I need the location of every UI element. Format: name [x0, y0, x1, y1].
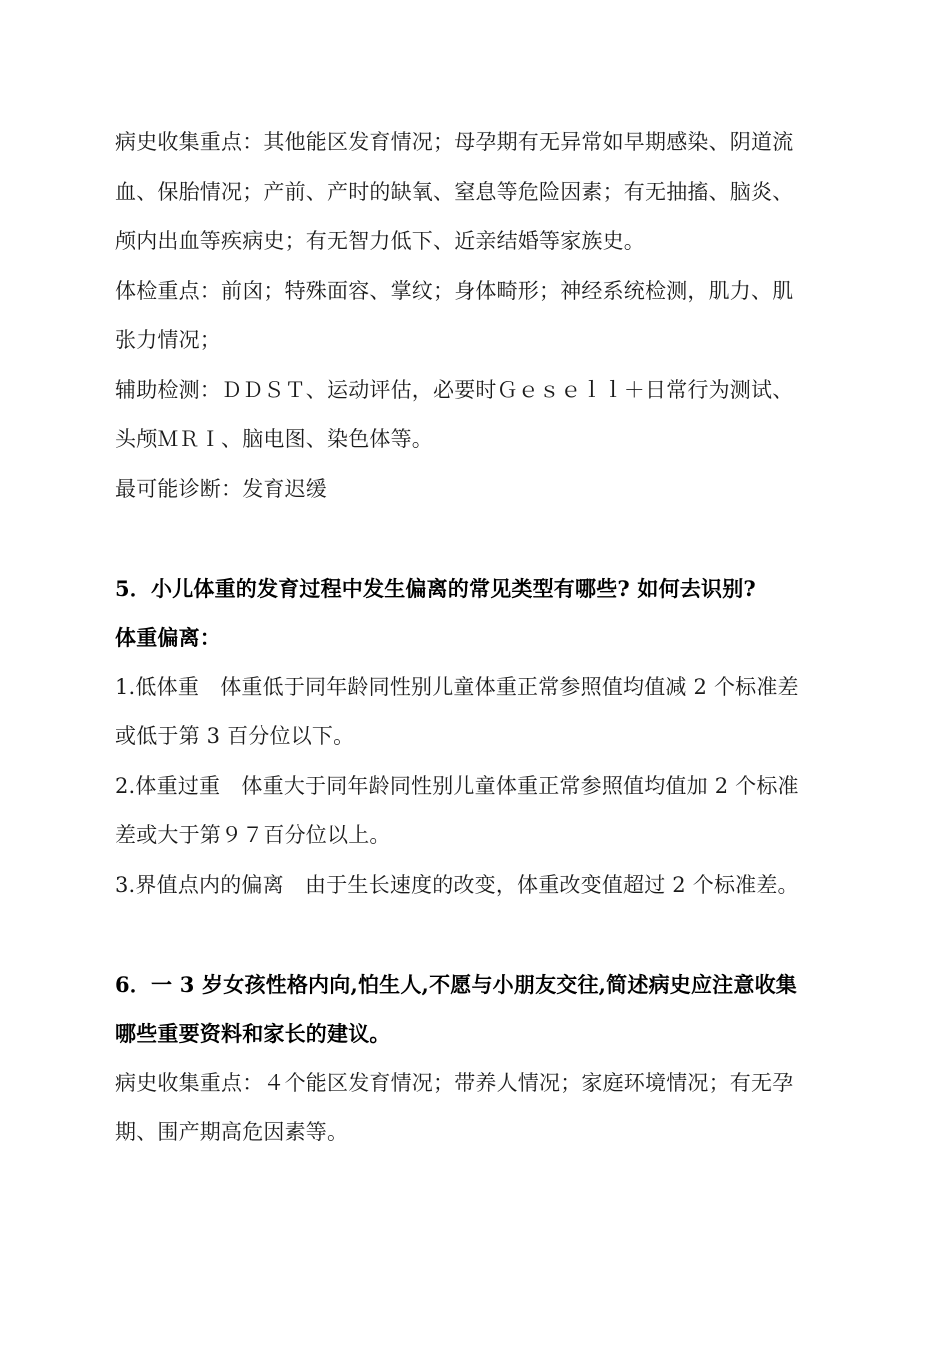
q5-item-1-line-2: 或低于第 3 百分位以下。 [115, 724, 355, 748]
section-4-tail [115, 118, 840, 514]
history-line-3: 颅内出血等疾病史；有无智力低下、近亲结婚等家族史。 [115, 229, 645, 253]
exam-line-2: 张力情况； [115, 328, 221, 352]
question-5 [115, 564, 840, 911]
paragraph-gap [115, 910, 840, 960]
q5-item-2-line-2: 差或大于第９７百分位以上。 [115, 823, 391, 847]
question-6 [115, 960, 840, 1158]
q6-history-line-1: 病史收集重点：４个能区发育情况；带养人情况；家庭环境情况；有无孕 [115, 1070, 794, 1095]
q6-history-line-2: 期、围产期高危因素等。 [115, 1120, 349, 1144]
q5-item-2-line-1: 2.体重过重 体重大于同年龄同性别儿童体重正常参照值均值加 2 个标准 [115, 773, 799, 798]
paragraph-gap [115, 514, 840, 564]
q5-item-3-line-1: 3.界值点内的偏离 由于生长速度的改变，体重改变值超过 2 个标准差。 [115, 872, 799, 897]
question-5-title: 5．小儿体重的发育过程中发生偏离的常见类型有哪些? 如何去识别? [115, 575, 756, 601]
document-page [115, 118, 840, 1158]
q5-item-1-line-1: 1.低体重 体重低于同年龄同性别儿童体重正常参照值均值减 2 个标准差 [115, 674, 799, 699]
question-5-subtitle: 体重偏离： [115, 625, 221, 650]
history-line-2: 血、保胎情况；产前、产时的缺氧、窒息等危险因素；有无抽搐、脑炎、 [115, 179, 794, 204]
question-6-title-line-2: 哪些重要资料和家长的建议。 [115, 1021, 391, 1046]
aux-line-1: 辅助检测：ＤＤＳＴ、运动评估，必要时Ｇｅｓｅｌｌ＋日常行为测试、 [115, 377, 794, 402]
aux-line-2: 头颅ＭＲＩ、脑电图、染色体等。 [115, 427, 433, 451]
history-line-1: 病史收集重点：其他能区发育情况；母孕期有无异常如早期感染、阴道流 [115, 130, 794, 154]
exam-line-1: 体检重点：前囟；特殊面容、掌纹；身体畸形；神经系统检测，肌力、肌 [115, 278, 794, 303]
question-6-title-line-1: 6．一 3 岁女孩性格内向,怕生人,不愿与小朋友交往,简述病史应注意收集 [115, 971, 797, 997]
diagnosis-line: 最可能诊断：发育迟缓 [115, 476, 327, 501]
